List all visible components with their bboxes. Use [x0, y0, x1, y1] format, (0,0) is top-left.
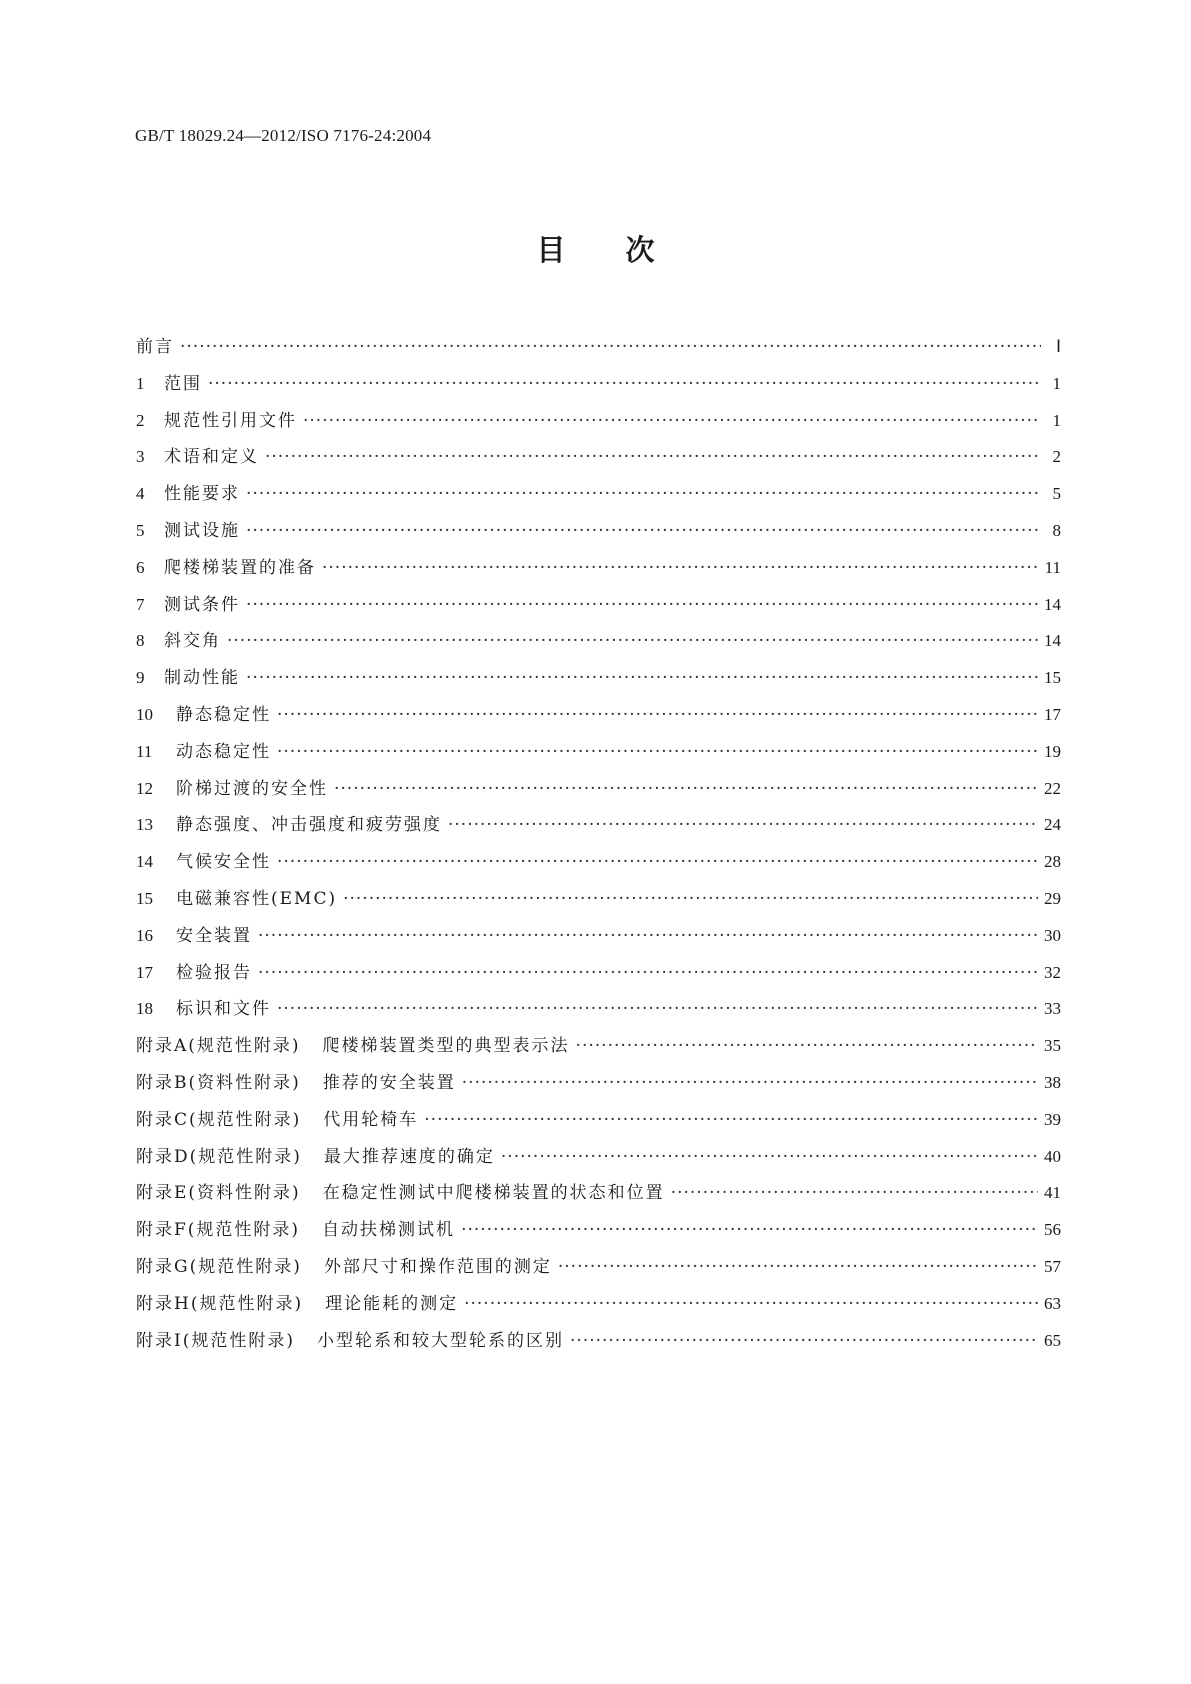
toc-entry[interactable] — [136, 1212, 1061, 1249]
toc-entry-number: 2 — [136, 410, 145, 430]
toc-page-number: 14 — [1044, 594, 1061, 614]
toc-entry[interactable] — [136, 991, 1061, 1028]
toc-page-number: 1 — [1052, 373, 1061, 393]
toc-entry-number: 18 — [136, 999, 153, 1019]
toc-page-number: 17 — [1044, 704, 1061, 724]
toc-entry-number: 10 — [136, 704, 153, 724]
toc-entry[interactable] — [136, 881, 1061, 918]
toc-entry-label: 静态稳定性 — [176, 704, 271, 725]
toc-entry[interactable] — [136, 1028, 1061, 1065]
dot-leader — [277, 697, 1038, 734]
toc-entry-number: 6 — [136, 557, 145, 577]
toc-entry[interactable] — [136, 587, 1061, 624]
toc-entry-number: 12 — [136, 778, 153, 798]
toc-entry[interactable] — [136, 1139, 1061, 1176]
toc-entry-label: 最大推荐速度的确定 — [323, 1146, 495, 1167]
toc-annex-prefix: 附录D(规范性附录) — [136, 1146, 302, 1167]
toc-page-number: 1 — [1052, 410, 1061, 430]
toc-entry-label: 自动扶梯测试机 — [322, 1220, 456, 1241]
toc-entry[interactable] — [136, 439, 1061, 476]
dot-leader — [277, 844, 1038, 881]
toc-page-number: 24 — [1044, 815, 1061, 835]
toc-entry[interactable] — [136, 550, 1061, 587]
toc-entry-number: 5 — [136, 520, 145, 540]
toc-page-number: 57 — [1044, 1256, 1061, 1276]
toc-entry[interactable] — [136, 734, 1061, 771]
toc-entry-number: 9 — [136, 668, 145, 688]
dot-leader — [246, 476, 1041, 513]
dot-leader — [277, 734, 1038, 771]
dot-leader — [246, 587, 1038, 624]
toc-entry-label: 前言 — [136, 337, 174, 357]
toc-page-number: 65 — [1044, 1330, 1061, 1350]
toc-entry-label: 术语和定义 — [164, 447, 259, 468]
toc-entry[interactable] — [136, 1102, 1061, 1139]
toc-entry-label: 静态强度、冲击强度和疲劳强度 — [176, 815, 442, 836]
dot-leader — [208, 366, 1041, 403]
toc-entry-label: 标识和文件 — [176, 999, 271, 1020]
toc-entry-number: 1 — [136, 373, 145, 393]
toc-entry-label: 外部尺寸和操作范围的测定 — [323, 1256, 552, 1277]
dot-leader — [258, 918, 1038, 955]
dot-leader — [343, 881, 1038, 918]
dot-leader — [277, 991, 1038, 1028]
toc-annex-prefix: 附录F(规范性附录) — [136, 1220, 301, 1241]
toc-page-number: 30 — [1044, 925, 1061, 945]
toc-entry-number: 8 — [136, 631, 145, 651]
toc-entry[interactable] — [136, 697, 1061, 734]
toc-entry[interactable] — [136, 403, 1061, 440]
dot-leader — [227, 623, 1038, 660]
toc-page-number: 2 — [1052, 447, 1061, 467]
toc-entry-label: 气候安全性 — [176, 852, 271, 873]
dot-leader — [462, 1065, 1038, 1102]
toc-page-number: 35 — [1044, 1036, 1061, 1056]
toc-entry[interactable] — [136, 807, 1061, 844]
toc-entry-number: 17 — [136, 962, 153, 982]
toc-annex-prefix: 附录C(规范性附录) — [136, 1109, 302, 1130]
toc-entry-label: 动态稳定性 — [176, 741, 271, 762]
toc-entry[interactable] — [136, 476, 1061, 513]
toc-entry-number: 7 — [136, 594, 145, 614]
dot-leader — [246, 513, 1041, 550]
dot-leader — [448, 807, 1038, 844]
toc-entry[interactable] — [136, 1323, 1061, 1360]
toc-entry-label: 理论能耗的测定 — [325, 1293, 459, 1314]
toc-entry[interactable] — [136, 513, 1061, 550]
toc-entry[interactable] — [136, 660, 1061, 697]
dot-leader — [246, 660, 1038, 697]
toc-page-number: 38 — [1044, 1072, 1061, 1092]
toc-annex-prefix: 附录I(规范性附录) — [136, 1330, 295, 1351]
toc-entry-label: 安全装置 — [176, 925, 252, 946]
standard-number-header: GB/T 18029.24—2012/ISO 7176-24:2004 — [135, 126, 432, 145]
toc-page-number: 32 — [1044, 962, 1061, 982]
toc-entry-number: 15 — [136, 888, 153, 908]
toc-entry-number: 3 — [136, 447, 145, 467]
toc-entry-number: 4 — [136, 484, 145, 504]
toc-entry-number: 16 — [136, 925, 153, 945]
toc-entry[interactable] — [136, 366, 1061, 403]
toc-annex-prefix: 附录E(资料性附录) — [136, 1183, 301, 1204]
toc-entry-label: 推荐的安全装置 — [322, 1072, 456, 1093]
toc-page-number: 40 — [1044, 1146, 1061, 1166]
toc-entry-label: 电磁兼容性(EMC) — [176, 888, 338, 909]
toc-entry[interactable] — [136, 1286, 1061, 1323]
toc-entry-label: 范围 — [164, 373, 202, 394]
toc-entry-label: 检验报告 — [176, 962, 252, 983]
dot-leader — [303, 403, 1041, 440]
toc-page-number: 39 — [1044, 1109, 1061, 1129]
toc-page-number: 19 — [1044, 741, 1061, 761]
dot-leader — [558, 1249, 1038, 1286]
toc-entry-label: 规范性引用文件 — [164, 410, 297, 431]
toc-entry-label: 性能要求 — [164, 484, 240, 505]
dot-leader — [258, 955, 1038, 992]
toc-entry[interactable] — [136, 844, 1061, 881]
toc-entry-label: 在稳定性测试中爬楼梯装置的状态和位置 — [322, 1183, 665, 1204]
toc-entry-number: 14 — [136, 852, 153, 872]
toc-page-number: 14 — [1044, 631, 1061, 651]
toc-entry-number: 11 — [136, 741, 153, 761]
toc-entry[interactable] — [136, 1249, 1061, 1286]
toc-page-number: 22 — [1044, 778, 1061, 798]
dot-leader — [501, 1139, 1038, 1176]
toc-page-number: 29 — [1044, 888, 1061, 908]
dot-leader — [424, 1102, 1038, 1139]
toc-entry[interactable] — [136, 1175, 1061, 1212]
toc-annex-prefix: 附录B(资料性附录) — [136, 1072, 301, 1093]
toc-entry[interactable] — [136, 329, 1061, 366]
dot-leader — [461, 1212, 1038, 1249]
dot-leader — [334, 771, 1038, 808]
toc-annex-prefix: 附录G(规范性附录) — [136, 1256, 302, 1277]
toc-page-number: 33 — [1044, 999, 1061, 1019]
toc-entry-number: 13 — [136, 815, 153, 835]
toc-annex-prefix: 附录A(规范性附录) — [136, 1036, 301, 1057]
toc-entry-label: 斜交角 — [164, 631, 221, 652]
toc-annex-prefix: 附录H(规范性附录) — [136, 1293, 304, 1314]
dot-leader — [576, 1028, 1038, 1065]
dot-leader — [180, 329, 1041, 366]
dot-leader — [671, 1175, 1038, 1212]
toc-page-number: 11 — [1044, 557, 1061, 577]
toc-entry[interactable] — [136, 918, 1061, 955]
toc-entry-label: 测试条件 — [164, 594, 240, 615]
toc-entry[interactable] — [136, 955, 1061, 992]
toc-entry-label: 爬楼梯装置的准备 — [164, 557, 316, 578]
toc-entry[interactable] — [136, 771, 1061, 808]
toc-page-number: 8 — [1052, 520, 1061, 540]
dot-leader — [570, 1323, 1038, 1360]
toc-page-number: 56 — [1044, 1220, 1061, 1240]
toc-entry[interactable] — [136, 1065, 1061, 1102]
toc-entry-label: 爬楼梯装置类型的典型表示法 — [322, 1036, 570, 1057]
dot-leader — [464, 1286, 1038, 1323]
page-title: 目次 — [536, 233, 715, 267]
toc-page-number: Ⅰ — [1055, 337, 1061, 356]
toc-entry-label: 代用轮椅车 — [323, 1109, 419, 1130]
dot-leader — [265, 439, 1041, 476]
table-of-contents — [136, 329, 1061, 1359]
toc-page-number: 5 — [1052, 484, 1061, 504]
toc-entry-label: 阶梯过渡的安全性 — [176, 778, 328, 799]
toc-page-number: 15 — [1044, 668, 1061, 688]
dot-leader — [322, 550, 1039, 587]
toc-page-number: 41 — [1044, 1183, 1061, 1203]
toc-page-number: 28 — [1044, 852, 1061, 872]
toc-entry-label: 制动性能 — [164, 668, 240, 689]
toc-entry-label: 测试设施 — [164, 520, 240, 541]
toc-page-number: 63 — [1044, 1293, 1061, 1313]
toc-entry-label: 小型轮系和较大型轮系的区别 — [316, 1330, 564, 1351]
toc-entry[interactable] — [136, 623, 1061, 660]
